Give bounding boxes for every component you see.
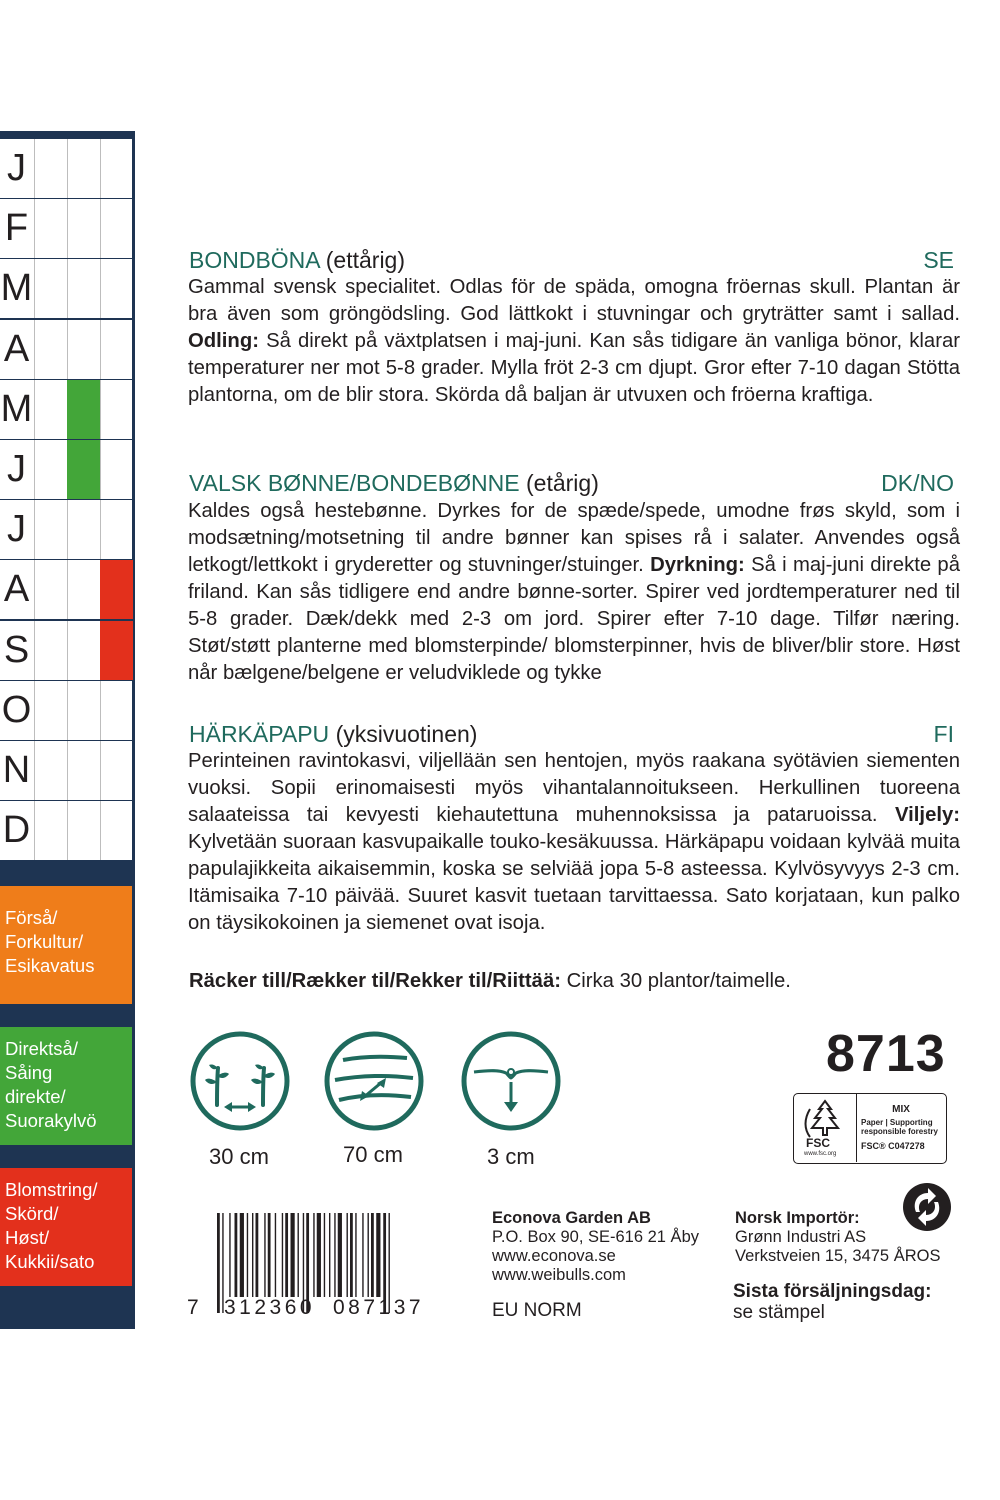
- harvest-cell: [100, 380, 133, 439]
- barcode-bar: [291, 1213, 295, 1297]
- calendar-month-letter: M: [0, 267, 33, 310]
- barcode-bar: [368, 1213, 369, 1297]
- language-code-se: SE: [923, 247, 954, 273]
- last-sale-day: [733, 1281, 931, 1323]
- description-fi: [188, 748, 960, 937]
- harvest-cell: [100, 320, 133, 379]
- legend-presow-line: Forkultur/: [5, 931, 84, 952]
- harvest-cell: [100, 801, 133, 860]
- fsc-info: [856, 1094, 945, 1162]
- company-web-2: www.weibulls.com: [492, 1266, 626, 1284]
- legend-direct-sowing: [0, 1027, 132, 1145]
- fsc-line2: responsible forestry: [861, 1127, 938, 1136]
- calendar-month-letter: O: [1, 688, 32, 731]
- presow-cell: [34, 139, 67, 198]
- section-header-se: [189, 247, 954, 273]
- calendar-month-row: [0, 500, 132, 559]
- calendar-month-row: [0, 621, 132, 680]
- direct-sow-cell: [67, 560, 100, 619]
- calendar-month-row: [0, 681, 132, 740]
- last-sale-title: Sista försäljningsdag:: [733, 1281, 932, 1302]
- legend-direct-line: Direktså/: [5, 1038, 78, 1059]
- direct-sow-cell: [67, 500, 100, 559]
- barcode-bar: [313, 1213, 314, 1297]
- importer-info: [735, 1209, 940, 1266]
- barcode-bar: [247, 1213, 248, 1297]
- fsc-line1: Paper | Supporting: [861, 1118, 933, 1127]
- barcode-bar: [371, 1213, 374, 1297]
- legend-presow: [0, 886, 132, 1004]
- label-se: Odling:: [188, 330, 259, 352]
- barcode-digits-left: 312360: [224, 1296, 316, 1319]
- text-fi-2: Kylvetään suoraan kasvupaikalle touko-kesäkuussa. Härkäpapu voidaan kylvää muita papulajikkeita aikaisemmin, koska se selviää jopa 5-8 asteessa. Kylvösyvyys 2-3 cm. Itämisaika 7-10 päivää. Suuret kasvit tuetaan tarvittaessa. Sato korjataan, kun palko on täysikokoinen ja siemenet ovat isoja.: [188, 831, 960, 934]
- legend-harvest-line: Blomstring/: [5, 1179, 98, 1200]
- presow-cell: [34, 440, 67, 499]
- barcode-bar: [324, 1213, 325, 1297]
- last-sale-value: se stämpel: [733, 1302, 825, 1323]
- label-fi: Viljely:: [895, 804, 961, 826]
- company-info: [492, 1209, 699, 1285]
- direct-sow-cell: [67, 741, 100, 800]
- yield-line: [189, 970, 791, 993]
- direct-sow-cell: [67, 259, 100, 318]
- barcode-digits-right: 087137: [333, 1296, 425, 1319]
- barcode-bar: [256, 1213, 259, 1297]
- harvest-cell: [100, 681, 133, 740]
- barcode-bar: [252, 1213, 253, 1297]
- text-dk-1: Kaldes også hestebønne. Dyrkes for de spæde/spede, umodne frøs skyld, som i modsætning/motsetning til andre bønner kan spises rå i salater. Anvendes også letkogt/lettkokt i gryderetter og stuvninger/stuinger.: [188, 500, 960, 576]
- plant-spacing-icon: [189, 1030, 291, 1132]
- harvest-cell: [100, 440, 133, 499]
- barcode-bar: [275, 1213, 276, 1297]
- harvest-cell: [100, 500, 133, 559]
- barcode-bar: [338, 1213, 342, 1297]
- presow-cell: [34, 741, 67, 800]
- calendar-month-letter: D: [2, 809, 31, 852]
- calendar-month-row: [0, 139, 132, 198]
- barcode-bar: [235, 1213, 238, 1297]
- importer-name: Grønn Industri AS: [735, 1228, 867, 1246]
- sowing-calendar: [0, 131, 135, 1329]
- subtitle-fi: (yksivuotinen): [335, 721, 478, 747]
- title-dk: VALSK BØNNE/BONDEBØNNE: [189, 470, 520, 496]
- direct-sow-cell: [67, 681, 100, 740]
- harvest-cell: [100, 560, 133, 619]
- legend-harvest-line: Kukkii/sato: [5, 1251, 95, 1272]
- presow-cell: [34, 380, 67, 439]
- legend-direct-line: Såing: [5, 1062, 53, 1083]
- eu-norm: EU NORM: [492, 1300, 582, 1321]
- barcode-bar: [355, 1213, 356, 1297]
- presow-cell: [34, 320, 67, 379]
- calendar-month-letter: F: [4, 207, 29, 250]
- fsc-mix: MIX: [892, 1104, 910, 1115]
- calendar-month-row: [0, 199, 132, 258]
- fsc-label: [793, 1093, 947, 1164]
- calendar-month-row: [0, 320, 132, 379]
- language-code-fi: FI: [933, 721, 954, 747]
- calendar-month-row: [0, 741, 132, 800]
- barcode-bar: [298, 1213, 299, 1297]
- calendar-month-letter: J: [7, 508, 26, 551]
- barcode-bar: [350, 1213, 353, 1297]
- article-number: 8713: [826, 1025, 946, 1083]
- barcode-bar: [264, 1213, 265, 1297]
- fsc-logo-text: FSC: [806, 1136, 830, 1150]
- company-address: P.O. Box 90, SE-616 21 Åby: [492, 1228, 699, 1246]
- calendar-month-letter: N: [2, 749, 31, 791]
- barcode-bar: [376, 1213, 380, 1297]
- barcode-bar: [240, 1213, 244, 1297]
- direct-sow-cell: [67, 621, 100, 680]
- presow-cell: [34, 259, 67, 318]
- legend-harvest: [0, 1168, 132, 1286]
- barcode-bar: [347, 1213, 348, 1297]
- sowing-depth-icon: [460, 1030, 562, 1132]
- barcode-bar: [217, 1213, 220, 1313]
- yield-label: Räcker till/Rækker til/Rekker til/Riittää:: [189, 970, 561, 992]
- calendar-month-letter: S: [3, 628, 30, 671]
- direct-sow-cell: [67, 801, 100, 860]
- calendar-month-letter: A: [3, 327, 30, 370]
- barcode-bar: [268, 1213, 271, 1297]
- legend-presow-line: Esikavatus: [5, 955, 95, 976]
- description-se: [188, 274, 960, 409]
- importer-address: Verkstveien 15, 3475 ÅROS: [735, 1247, 941, 1265]
- legend-direct-line: Suorakylvö: [5, 1110, 97, 1131]
- barcode-digit-first: 7: [187, 1296, 204, 1319]
- direct-sow-cell: [67, 380, 100, 439]
- direct-sow-cell: [67, 320, 100, 379]
- direct-sow-cell: [67, 440, 100, 499]
- text-dk-2: Så i maj-juni direkte på friland. Kan sås tidligere end andre bønne-sorter. Spirer ved jordtemperaturer ned til 5-8 grader. Dæk/dekk med 2-3 om jord. Spirer efter 7-10 dage. Tilfør næring. Støt/støtt planterne med blomsterpinde/ blomsterpinner, hvis de bliver/blir store. Høst når bælgene/belgene er veludviklede og tykke: [188, 554, 960, 684]
- calendar-month-row: [0, 440, 132, 499]
- presow-cell: [34, 560, 67, 619]
- barcode-bar: [317, 1213, 321, 1297]
- subtitle-dk: (etårig): [526, 470, 599, 496]
- presow-cell: [34, 801, 67, 860]
- harvest-cell: [100, 259, 133, 318]
- legend-harvest-line: Høst/: [5, 1227, 50, 1248]
- section-header-dk: [189, 470, 954, 496]
- section-header-fi: [189, 721, 954, 747]
- barcode-bar: [285, 1213, 288, 1297]
- text-se-2: Så direkt på växtplatsen i maj-juni. Kan sås tidigare än vanliga bönor, klarar temperaturer ner mot 5-8 grader. Mylla fröt 2-3 cm djupt. Gror efter 7-10 dagan Stötta plantorna, om de blir stora. Skörda då baljan är utvuxen och fröerna kraftiga.: [188, 330, 960, 406]
- sowing-depth-label: 3 cm: [487, 1144, 535, 1169]
- presow-cell: [34, 199, 67, 258]
- calendar-month-row: [0, 560, 132, 619]
- harvest-cell: [100, 621, 133, 680]
- harvest-cell: [100, 199, 133, 258]
- presow-cell: [34, 500, 67, 559]
- harvest-cell: [100, 741, 133, 800]
- barcode-bar: [282, 1213, 283, 1297]
- presow-cell: [34, 621, 67, 680]
- text-se-1: Gammal svensk specialitet. Odlas för de späda, omogna fröernas skull. Plantan är bra även som gröngödsling. God lättkokt i stuvningar och gryträtter samt i sallad.: [188, 276, 960, 325]
- calendar-month-letter: A: [3, 568, 30, 611]
- row-spacing-label: 70 cm: [343, 1142, 403, 1167]
- harvest-cell: [100, 139, 133, 198]
- importer-title: Norsk Importör:: [735, 1209, 860, 1227]
- barcode-bar: [362, 1213, 363, 1297]
- company-web-1: www.econova.se: [492, 1247, 616, 1265]
- barcode-bar: [329, 1213, 330, 1297]
- barcode-bar: [229, 1213, 230, 1297]
- fsc-url: www.fsc.org: [804, 1151, 837, 1157]
- calendar-month-letter: J: [7, 147, 26, 189]
- calendar-month-row: [0, 259, 132, 318]
- calendar-month-letter: M: [0, 387, 33, 430]
- company-name: Econova Garden AB: [492, 1209, 651, 1227]
- subtitle-se: (ettårig): [325, 247, 406, 273]
- legend-direct-line: direkte/: [5, 1086, 66, 1107]
- text-fi-1: Perinteinen ravintokasvi, viljellään sen hentojen, myös raakana syötävien siementen vuoksi. Sopii erinomaisesti myös vihantalannoitukseen. Herkullinen tuoreena salaateissa tai kevyesti kiehautettuna muhennoksissa ja pataruoissa.: [188, 750, 960, 826]
- direct-sow-cell: [67, 199, 100, 258]
- legend-presow-line: Förså/: [5, 907, 58, 928]
- title-se: BONDBÖNA: [189, 247, 320, 273]
- calendar-month-row: [0, 380, 132, 439]
- barcode-bar: [334, 1213, 335, 1297]
- fsc-code: FSC® C047278: [861, 1141, 925, 1151]
- calendar-month-letter: J: [7, 448, 26, 490]
- presow-cell: [34, 681, 67, 740]
- description-dk: [188, 498, 960, 687]
- title-fi: HÄRKÄPAPU: [189, 721, 330, 747]
- direct-sow-cell: [67, 139, 100, 198]
- yield-value: Cirka 30 plantor/taimelle.: [566, 970, 791, 992]
- legend-harvest-line: Skörd/: [5, 1203, 59, 1224]
- plant-spacing-label: 30 cm: [209, 1144, 269, 1169]
- language-code-dk: DK/NO: [881, 470, 954, 496]
- row-spacing-icon: [323, 1030, 425, 1132]
- calendar-month-row: [0, 801, 132, 860]
- label-dk: Dyrkning:: [650, 554, 745, 576]
